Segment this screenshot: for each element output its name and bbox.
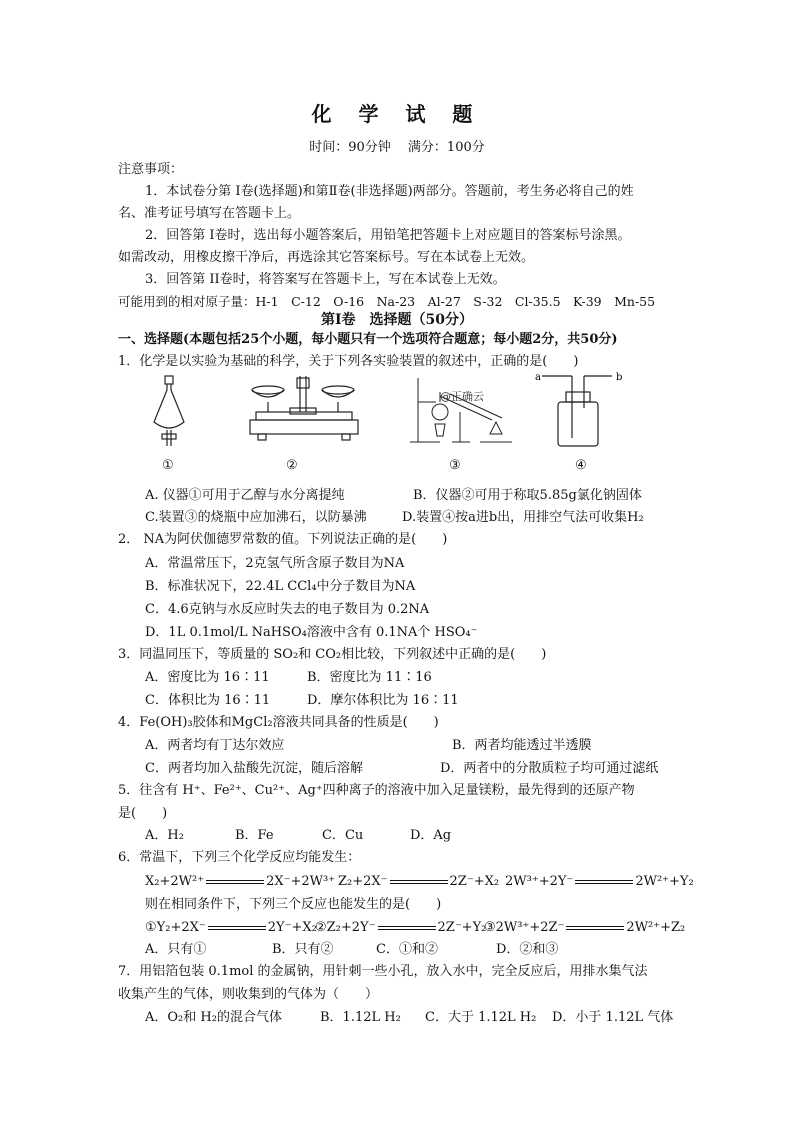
- atomic-masses: 可能用到的相对原子量：H-1 C-12 O-16 Na-23 Al-27 S-32 Cl-35.5 K-39 Mn-55: [118, 294, 656, 309]
- option-3-reactants: ③2W³⁺+2Z⁻: [484, 920, 565, 935]
- option-3-products: 2W²⁺+Z₂: [626, 920, 686, 935]
- q7-stem-line2: 收集产生的气体，则收集到的气体为（ ）: [118, 987, 379, 1002]
- q1-label-1: ①: [162, 458, 174, 473]
- q1-stem: 1．化学是以实验为基础的科学，关于下列各实验装置的叙述中，正确的是( ): [118, 354, 579, 369]
- q2-stem: 2． NA为阿伏伽德罗常数的值。下列说法正确的是( ): [118, 532, 448, 547]
- q3-option-d: D．摩尔体积比为 16∶11: [307, 693, 459, 708]
- note-2b: 如需改动，用橡皮擦干净后，再选涂其它答案标号。写在本试卷上无效。: [118, 250, 535, 265]
- q1-option-a: A. 仪器①可用于乙醇与水分离提纯: [145, 488, 345, 503]
- option-1-reactants: ①Y₂+2X⁻: [145, 920, 206, 935]
- q1-option-b: B．仪器②可用于称取5.85g氯化钠固体: [413, 488, 642, 503]
- q6-option-2: [315, 918, 486, 938]
- q7-option-d: D．小于 1.12L 气体: [552, 1010, 674, 1025]
- q1-apparatus-figure: [140, 372, 700, 452]
- separatory-funnel-icon: [154, 376, 184, 446]
- q1-label-3: ③: [449, 458, 461, 473]
- gas-washing-bottle-icon: [542, 376, 612, 446]
- equals-sign: [378, 926, 436, 930]
- reaction-3-reactants: 2W³⁺+2Y⁻: [505, 874, 574, 889]
- page-title: 化 学 试 题: [311, 102, 483, 126]
- q1-option-d: D.装置④按a进b出，用排空气法可收集H₂: [402, 510, 644, 525]
- option-1-products: 2Y⁻+X₂: [267, 920, 317, 935]
- q1-label-4: ④: [575, 458, 587, 473]
- q6-reaction-3: [505, 872, 694, 892]
- q3-stem: 3．同温同压下，等质量的 SO₂和 CO₂相比较，下列叙述中正确的是( ): [118, 647, 547, 662]
- q6-reaction-2: [338, 872, 499, 892]
- equals-sign: [575, 880, 633, 884]
- q6-option-d: D．②和③: [496, 942, 559, 957]
- gas-inlet-a-label: a: [535, 372, 541, 383]
- q6-option-3: [484, 918, 685, 938]
- q6-option-a: A．只有①: [145, 942, 207, 957]
- q3-option-a: A．密度比为 16∶11: [145, 670, 270, 685]
- equals-sign: [566, 926, 624, 930]
- equals-sign: [390, 880, 448, 884]
- q7-stem-line1: 7．用铝箔包装 0.1mol 的金属钠，用针刺一些小孔，放入水中，完全反应后，用排水集气法: [118, 964, 648, 979]
- note-2a: 2．回答第 I卷时，选出每小题答案后，用铅笔把答题卡上对应题目的答案标号涂黑。: [145, 228, 631, 243]
- notes-heading: 注意事项：: [118, 162, 184, 177]
- q3-option-b: B．密度比为 11∶16: [307, 670, 432, 685]
- reaction-1-products: 2X⁻+2W³⁺: [266, 874, 336, 889]
- q6-option-c: C．①和②: [376, 942, 438, 957]
- q6-option-1: [145, 918, 317, 938]
- gas-outlet-b-label: b: [616, 372, 623, 383]
- q2-option-a: A．常温常压下，2克氢气所含原子数目为NA: [145, 556, 405, 571]
- part-heading: 一、选择题(本题包括25个小题，每小题只有一个选项符合题意；每小题2分，共50分): [118, 332, 618, 347]
- equals-sign: [208, 926, 266, 930]
- note-1b: 名、准考证号填写在答题卡上。: [118, 206, 301, 221]
- option-2-products: 2Z⁻+Y₂: [437, 920, 487, 935]
- q5-option-d: D．Ag: [410, 828, 452, 843]
- q7-option-a: A．O₂和 H₂的混合气体: [145, 1010, 282, 1025]
- q5-option-c: C．Cu: [322, 828, 364, 843]
- q2-option-b: B．标准状况下，22.4L CCl₄中分子数目为NA: [145, 579, 416, 594]
- q5-stem-line1: 5．往含有 H⁺、Fe²⁺、Cu²⁺、Ag⁺四种离子的溶液中加入足量镁粉，最先得到的还原产物: [118, 783, 635, 798]
- q2-option-c: C．4.6克钠与水反应时失去的电子数目为 0.2NA: [145, 602, 430, 617]
- watermark: @正确云: [440, 390, 484, 403]
- section-title: 第Ⅰ卷 选择题（50分）: [320, 312, 474, 328]
- q4-option-b: B．两者均能透过半透膜: [452, 738, 592, 753]
- q4-option-c: C．两者均加入盐酸先沉淀，随后溶解: [145, 761, 363, 776]
- q5-stem-line2: 是( ): [118, 806, 168, 821]
- balance-icon: [250, 376, 358, 440]
- q4-stem: 4．Fe(OH)₃胶体和MgCl₂溶液共同具备的性质是( ): [118, 715, 439, 730]
- distillation-apparatus-icon: [410, 378, 512, 442]
- reaction-2-products: 2Z⁻+X₂: [449, 874, 500, 889]
- note-1a: 1．本试卷分第 Ⅰ卷(选择题)和第Ⅱ卷(非选择题)两部分。答题前，考生务必将自己的姓: [145, 184, 634, 199]
- q3-option-c: C．体积比为 16∶11: [145, 693, 271, 708]
- q6-reaction-1: [145, 872, 335, 892]
- option-2-reactants: ②Z₂+2Y⁻: [315, 920, 376, 935]
- equals-sign: [206, 880, 264, 884]
- q7-option-b: B．1.12L H₂: [320, 1010, 401, 1025]
- reaction-3-products: 2W²⁺+Y₂: [635, 874, 694, 889]
- q1-label-2: ②: [286, 458, 298, 473]
- q5-option-a: A．H₂: [145, 828, 184, 843]
- reaction-2-reactants: Z₂+2X⁻: [338, 874, 388, 889]
- q4-option-d: D．两者中的分散质粒子均可通过滤纸: [440, 761, 659, 776]
- reaction-1-reactants: X₂+2W²⁺: [145, 874, 205, 889]
- page-subtitle: 时间：90分钟 满分：100分: [309, 140, 485, 155]
- q6-stem-2: 则在相同条件下，下列三个反应也能发生的是( ): [145, 897, 442, 912]
- q7-option-c: C．大于 1.12L H₂: [425, 1010, 537, 1025]
- q1-option-c: C.装置③的烧瓶中应加沸石，以防暴沸: [145, 510, 367, 525]
- q6-option-b: B．只有②: [272, 942, 334, 957]
- q6-stem: 6．常温下，下列三个化学反应均能发生：: [118, 850, 361, 865]
- q5-option-b: B．Fe: [235, 828, 274, 843]
- note-3: 3．回答第 II卷时，将答案写在答题卡上，写在本试卷上无效。: [145, 272, 506, 287]
- q4-option-a: A．两者均有丁达尔效应: [145, 738, 285, 753]
- q2-option-d: D．1L 0.1mol/L NaHSO₄溶液中含有 0.1NA个 HSO₄⁻: [145, 625, 478, 640]
